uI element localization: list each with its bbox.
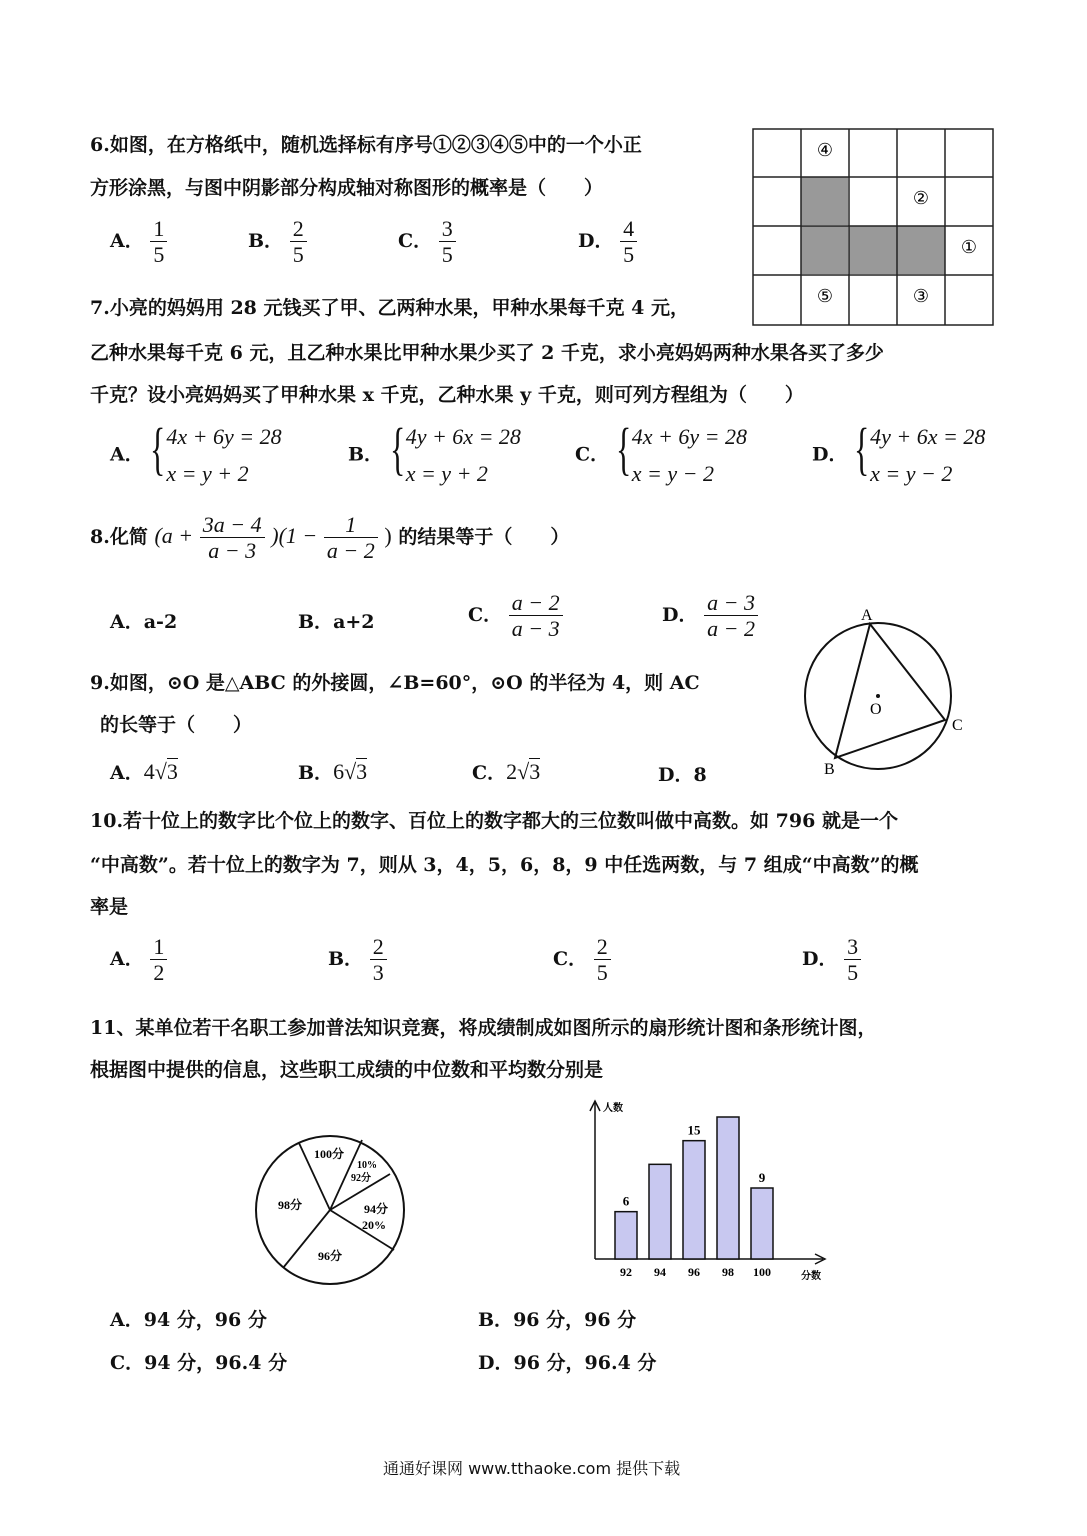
q9-option-a: A．4√3: [110, 759, 178, 784]
q6-grid-figure: [752, 128, 996, 328]
q9-circle-figure: [790, 600, 980, 780]
q8-option-c: C． $\frac{a - 2}{a - 3}$: [468, 590, 563, 642]
q9-option-c: C．2√3: [472, 759, 541, 784]
q6-option-b: B． $\frac{2}{5}$: [248, 216, 307, 268]
q10-line2: “中高数”。若十位上的数字为 7，则从 3，4，5，6，8，9 中任选两数，与 7 组成“中高数”的概: [90, 854, 919, 876]
grid-mark-5: ⑤: [816, 286, 834, 307]
q11-option-c: C．94 分，96.4 分: [110, 1352, 288, 1374]
q6-option-a: A． $\frac{1}{5}$: [110, 216, 167, 268]
grid-mark-4: ④: [816, 140, 834, 161]
bar-94: [649, 1164, 671, 1259]
label-b: B: [824, 761, 835, 778]
q11-line1: 11、某单位若干名职工参加普法知识竞赛，将成绩制成如图所示的扇形统计图和条形统计图，: [90, 1017, 877, 1039]
q11-line2: 根据图中提供的信息，这些职工成绩的中位数和平均数分别是: [90, 1059, 604, 1081]
x-tick-label: 96: [688, 1265, 700, 1279]
q7-option-c: C． { 4x + 6y = 28 x = y − 2: [575, 416, 747, 487]
x-tick-label: 98: [722, 1265, 734, 1279]
q8-option-d: D． $\frac{a - 3}{a - 2}$: [662, 590, 758, 642]
q8-stem: 8.化简 (a + $\frac{3a - 4}{a - 3}$ )(1 − $\frac{1}{a - 2}$ ) 的结果等于（ ）: [90, 512, 570, 564]
q10-option-b: B． $\frac{2}{3}$: [328, 934, 387, 986]
label-c: C: [952, 717, 963, 734]
q7-option-d: D． { 4y + 6x = 28 x = y − 2: [812, 416, 986, 487]
pie-chart: [250, 1130, 420, 1290]
bar-96: [683, 1141, 705, 1259]
q11-option-a: A．94 分，96 分: [110, 1309, 267, 1331]
q9-line1: 9.如图，⊙O 是△ABC 的外接圆，∠B=60°，⊙O 的半径为 4，则 AC: [90, 672, 700, 694]
bar-chart: [575, 1093, 845, 1288]
q7-option-b: B． { 4y + 6x = 28 x = y + 2: [348, 416, 521, 487]
bar-98: [717, 1117, 739, 1259]
center-point: [876, 694, 880, 698]
pie-label-94: 94分: [364, 1202, 389, 1216]
q9-option-d: D．8: [658, 764, 707, 786]
q10-line1: 10.若十位上的数字比个位上的数字、百位上的数字都大的三位数叫做中高数。如 796 就是一个: [90, 810, 898, 832]
q10-line3: 率是: [90, 896, 129, 918]
label-a: A: [861, 607, 873, 624]
q7-option-a: A． { 4x + 6y = 28 x = y + 2: [110, 416, 282, 487]
page-footer: 通通好课网 www.tthaoke.com 提供下载: [383, 1459, 681, 1478]
grid-shaded-cell: [801, 226, 848, 274]
q9-option-b: B．6√3: [298, 759, 368, 784]
bar-data-label: 15: [687, 1122, 701, 1138]
y-axis-label: 人数: [603, 1103, 623, 1114]
q11-option-d: D．96 分，96.4 分: [478, 1352, 657, 1374]
pie-label-92: 92分: [351, 1173, 371, 1184]
bar-data-label: 6: [622, 1193, 630, 1209]
q8-option-b: B．a+2: [298, 611, 375, 633]
label-o: O: [870, 701, 882, 718]
q10-option-a: A． $\frac{1}{2}$: [110, 934, 167, 986]
pie-label-94-pct: 20%: [362, 1218, 386, 1232]
x-tick-label: 92: [620, 1265, 632, 1279]
q8-option-a: A．a-2: [110, 611, 178, 633]
x-tick-label: 100: [753, 1265, 771, 1279]
pie-label-98: 98分: [278, 1198, 303, 1212]
grid-mark-1: ①: [960, 237, 978, 258]
q6-option-d: D． $\frac{4}{5}$: [578, 216, 637, 268]
q6-line1: 6.如图，在方格纸中，随机选择标有序号①②③④⑤中的一个小正: [90, 134, 642, 156]
x-tick-label: 94: [654, 1265, 666, 1279]
pie-label-92-pct: 10%: [357, 1160, 377, 1171]
x-axis-label: 分数: [801, 1271, 821, 1282]
q7-line2: 乙种水果每千克 6 元，且乙种水果比甲种水果少买了 2 千克，求小亮妈妈两种水果各买了多少: [90, 342, 884, 364]
grid-mark-2: ②: [912, 188, 930, 209]
bar-data-label: 9: [758, 1170, 766, 1185]
q7-line1: 7.小亮的妈妈用 28 元钱买了甲、乙两种水果，甲种水果每千克 4 元，: [90, 297, 689, 319]
grid-shaded-cell: [897, 226, 945, 274]
pie-label-100: 100分: [314, 1147, 345, 1161]
q6-option-c: C． $\frac{3}{5}$: [398, 216, 456, 268]
pie-label-96: 96分: [318, 1249, 343, 1263]
grid-mark-3: ③: [912, 286, 930, 307]
q7-line3: 千克？设小亮妈妈买了甲种水果 x 千克，乙种水果 y 千克，则可列方程组为（ ）: [90, 384, 804, 406]
q10-option-d: D． $\frac{3}{5}$: [802, 934, 861, 986]
q10-option-c: C． $\frac{2}{5}$: [553, 934, 611, 986]
grid-shaded-cell: [849, 226, 897, 274]
q9-line2: 的长等于（ ）: [100, 714, 253, 736]
bar-100: [751, 1188, 773, 1259]
q6-line2: 方形涂黑，与图中阴影部分构成轴对称图形的概率是（ ）: [90, 177, 604, 199]
bar-92: [615, 1212, 637, 1259]
q11-option-b: B．96 分，96 分: [478, 1309, 637, 1331]
grid-shaded-cell: [801, 177, 848, 225]
